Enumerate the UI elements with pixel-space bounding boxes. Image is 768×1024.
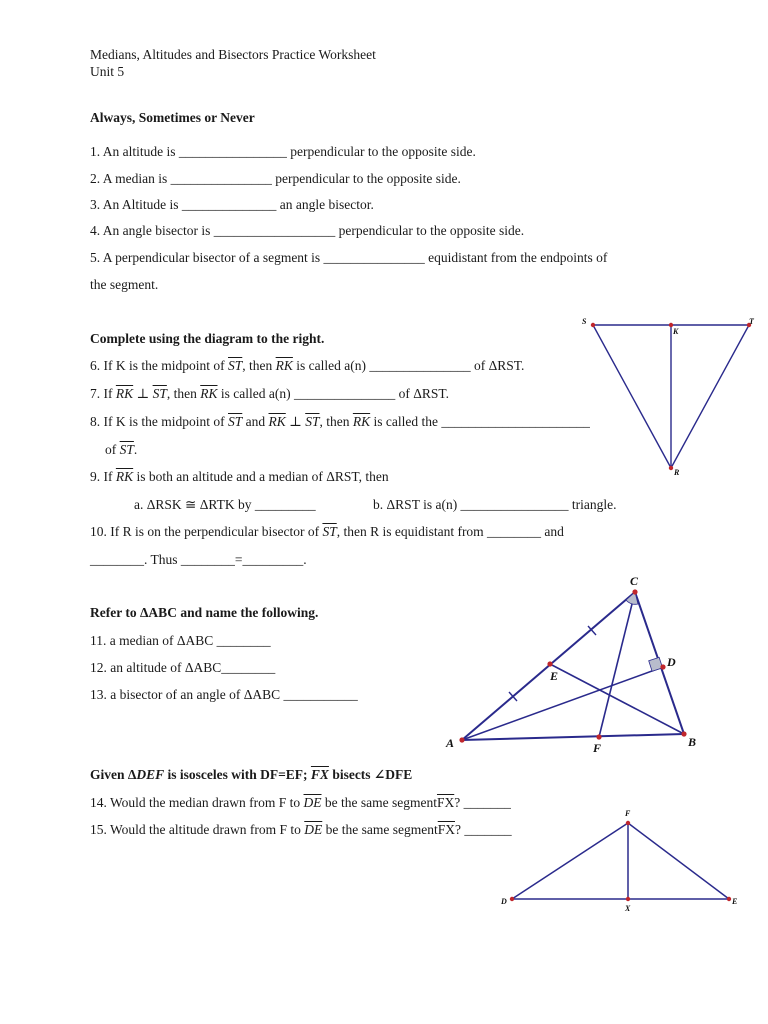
q8b-text-a: of [105, 442, 120, 457]
segment-st: $\overline{ST}$ [305, 414, 320, 429]
heading-text-c: bisects ∠DFE [328, 767, 413, 782]
label-d: D [667, 655, 676, 669]
point-r [669, 466, 673, 470]
triangle-def-diagram [495, 805, 755, 920]
label-e: E [550, 669, 559, 683]
section-heading-diagram-right: Complete using the diagram to the right. [90, 331, 325, 346]
q9-text-b: is both an altitude and a median of ΔRST, then [133, 469, 389, 484]
segment-de: $\overline{DE}$ [304, 822, 323, 837]
segment-rk: $\overline{RK}$ [115, 386, 134, 401]
q14-text-b: be the same segment [321, 795, 437, 810]
label-t: T [749, 317, 754, 326]
point-e [727, 897, 731, 901]
segment-ef-line [628, 823, 729, 899]
point-c [632, 589, 637, 594]
segment-rk: $\overline{RK}$ [268, 414, 286, 429]
q6-text-c: is called a(n) _______________ of ΔRST. [292, 358, 525, 373]
question-14 [90, 795, 511, 811]
label-a: A [446, 736, 455, 750]
triangle-abc-diagram [440, 570, 720, 760]
q8-text-d: , then [319, 414, 353, 429]
q9-text-a: 9. If [90, 469, 116, 484]
section-heading-isosceles-def [90, 767, 412, 783]
q15-text-a: 15. Would the altitude drawn from F to [90, 822, 305, 837]
label-d: D [501, 897, 507, 906]
label-x: X [625, 904, 631, 913]
label-s: S [582, 317, 587, 326]
question-3: 3. An Altitude is ______________ an angle bisector. [90, 197, 374, 212]
q6-text-b: , then [242, 358, 276, 373]
label-b: B [688, 735, 697, 749]
triangle-rst-diagram [570, 310, 768, 485]
question-4: 4. An angle bisector is __________________ perpendicular to the opposite side. [90, 223, 525, 238]
q10-text-b: , then R is equidistant from ________ and [336, 524, 564, 539]
segment-rk: $\overline{RK}$ [275, 358, 293, 373]
point-e [547, 661, 552, 666]
segment-st: $\overline{ST}$ [119, 442, 134, 457]
triangle-def: DEF [136, 767, 165, 782]
point-f [596, 734, 601, 739]
right-angle-mark [649, 657, 663, 671]
q8-text-a: 8. If K is the midpoint of [90, 414, 228, 429]
question-5-continued: the segment. [90, 277, 159, 292]
point-f [626, 821, 630, 825]
label-k: K [673, 327, 679, 336]
segment-tr-line [671, 325, 749, 468]
point-s [591, 323, 595, 327]
q15-text-b: be the same segment [322, 822, 438, 837]
segment-fx: $\overline{FX}$ [436, 795, 455, 810]
question-7 [90, 386, 449, 402]
question-8 [90, 414, 590, 430]
segment-fx: $\overline{FX}$ [437, 822, 455, 837]
question-9 [90, 469, 389, 485]
section-heading-always-sometimes-never: Always, Sometimes or Never [90, 110, 255, 125]
segment-st: $\overline{ST}$ [228, 358, 243, 373]
heading-text-b: is isosceles with DF=EF; [164, 767, 311, 782]
q8-text-c: ⊥ [285, 414, 306, 429]
point-b [681, 731, 686, 736]
point-d [660, 664, 665, 669]
question-12: 12. an altitude of ΔABC________ [90, 660, 276, 675]
section-heading-triangle-abc: Refer to ΔABC and name the following. [90, 605, 319, 620]
q6-text-a: 6. If K is the midpoint of [90, 358, 228, 373]
q14-text-a: 14. Would the median drawn from F to [90, 795, 304, 810]
question-15 [90, 822, 512, 838]
q7-text-b: ⊥ [133, 386, 153, 401]
question-11: 11. a median of ΔABC ________ [90, 633, 271, 648]
q7-text-a: 7. If [90, 386, 116, 401]
question-13: 13. a bisector of an angle of ΔABC ___________ [90, 687, 358, 702]
worksheet-title: Medians, Altitudes and Bisectors Practice Worksheet [90, 47, 376, 62]
question-8-continued [105, 442, 137, 458]
q8b-text-b: . [133, 442, 138, 457]
segment-cf-line [599, 592, 635, 737]
segment-st: $\overline{ST}$ [228, 414, 243, 429]
label-c: C [630, 574, 639, 588]
q7-text-d: is called a(n) _______________ of ΔRST. [217, 386, 450, 401]
label-f: F [593, 741, 602, 755]
segment-rk: $\overline{RK}$ [352, 414, 371, 429]
segment-de: $\overline{DE}$ [303, 795, 322, 810]
segment-st: $\overline{ST}$ [152, 386, 167, 401]
segment-fx: $\overline{FX}$ [310, 767, 329, 782]
question-10-continued: ________. Thus ________=_________. [90, 552, 307, 567]
unit-label: Unit 5 [90, 64, 125, 79]
segment-st: $\overline{ST}$ [322, 524, 337, 539]
heading-text-a: Given Δ [90, 767, 137, 782]
question-6 [90, 358, 524, 374]
q8-text-e: is called the ______________________ [370, 414, 590, 429]
question-1: 1. An altitude is ________________ perpendicular to the opposite side. [90, 144, 476, 159]
question-10 [90, 524, 564, 540]
label-r: R [674, 468, 680, 477]
question-9a: a. ΔRSK ≅ ΔRTK by _________ [134, 497, 316, 512]
question-5: 5. A perpendicular bisector of a segment is _______________ equidistant from the endpoints of [90, 250, 608, 265]
label-e: E [732, 897, 738, 906]
question-9b: b. ΔRST is a(n) ________________ triangle. [373, 497, 617, 512]
label-f: F [625, 809, 631, 818]
segment-ad-line [462, 667, 663, 740]
question-2: 2. A median is _______________ perpendicular to the opposite side. [90, 171, 461, 186]
segment-ab-line [462, 734, 684, 740]
q8-text-b: and [242, 414, 269, 429]
q14-text-c: ? _______ [454, 795, 511, 810]
q10-text-a: 10. If R is on the perpendicular bisector of [90, 524, 323, 539]
segment-rk: $\overline{RK}$ [200, 386, 218, 401]
q15-text-c: ? _______ [455, 822, 512, 837]
point-a [459, 737, 464, 742]
point-d [510, 897, 514, 901]
segment-rk: $\overline{RK}$ [115, 469, 134, 484]
point-x [626, 897, 630, 901]
segment-sr-line [593, 325, 671, 468]
segment-df-line [512, 823, 628, 899]
q7-text-c: , then [166, 386, 201, 401]
